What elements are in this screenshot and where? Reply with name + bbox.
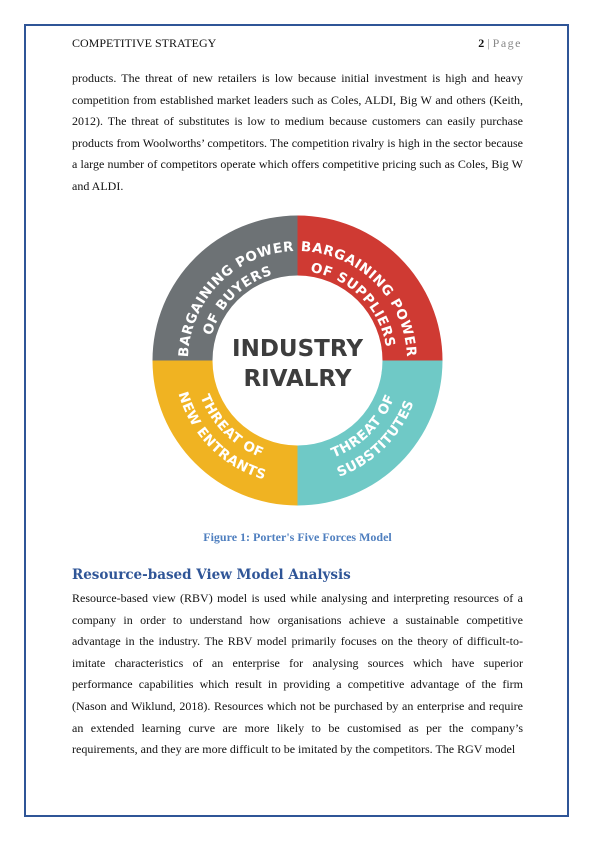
figure-caption: Figure 1: Porter's Five Forces Model [203,530,392,544]
page-header [72,35,522,51]
center-label-line1: INDUSTRY [232,336,363,362]
entrants-label-line1: THREAT OF [196,391,267,462]
body-paragraph-1: products. The threat of new retailers is low because initial investment is high and heavy competition from established market leaders such as Coles, ALDI, Big W and others (Keith, 2012). The threat of substitutes is low to medium because customers can easily purchase products from Woolworths’ competitors. The competition rivalry is high in the sector because a large number of competitors operate which offers competitive pricing such as Coles, Big W and ALDI. [72,71,523,193]
substitutes-label-line1: THREAT OF [328,391,399,462]
page-separator: | [487,36,490,50]
five-forces-diagram [150,213,445,508]
suppliers-label-line1: BARGAINING POWER [300,238,420,358]
section-heading: Resource-based View Model Analysis [72,567,351,583]
body-paragraph-2: Resource-based view (RBV) model is used while analysing and interpreting resources of a company in order to understand how organisations achieve a sustainable competitive advantage in the industry. The RBV model primarily focuses on the theory of difficult-to-imitate characteristics of an enterprise for analysing sources which have superior performance capabilities which result in providing a competitive advantage of the firm (Nason and Wiklund, 2018). Resources which not be purchased by an enterprise and require an extended learning curve are more likely to be customised as per the company’s requirements, and they are more difficult to be imitated by the competitors. The RGV model [72,591,523,757]
substitutes-label-line2: SUBSTITUTES [334,397,418,481]
center-label-line2: RIVALRY [243,366,352,392]
header-title: COMPETITIVE STRATEGY [72,36,217,50]
page-word: Page [492,36,522,50]
page-indicator [478,35,522,51]
page-number: 2 [478,36,485,50]
buyers-label-line2: OF BUYERS [199,262,275,338]
buyers-label-line1: BARGAINING POWER [175,238,295,358]
suppliers-label-line2: OF SUPPLIERS [309,259,399,349]
entrants-label-line2: NEW ENTRANTS [174,389,269,484]
